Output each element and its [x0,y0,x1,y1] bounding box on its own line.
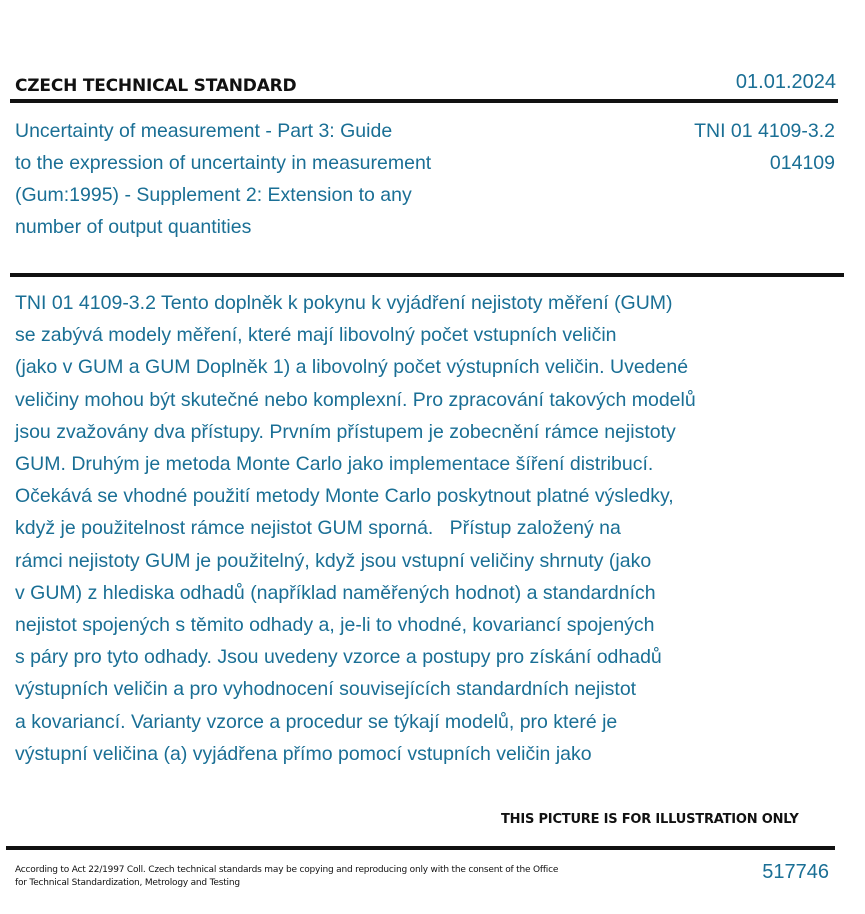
title-divider [10,273,844,277]
abstract-line: výstupní veličina (a) vyjádřena přímo pomocí vstupních veličin jako [15,742,592,765]
abstract-line: Očekává se vhodné použití metody Monte Carlo poskytnout platné výsledky, [15,485,674,508]
document-codes [694,115,835,179]
abstract-line: GUM. Druhým je metoda Monte Carlo jako implementace šíření distribucí. [15,453,654,476]
abstract-line: (jako v GUM a GUM Doplněk 1) a libovolný počet výstupních veličin. Uvedené [15,356,689,379]
standard-designation: TNI 01 4109-3.2 [694,120,835,142]
abstract-line: se zabývá modely měření, které mají libovolný počet vstupních veličin [15,324,617,347]
header-divider [10,99,838,103]
abstract-line: rámci nejistoty GUM je použitelný, když jsou vstupní veličiny shrnuty (jako [15,549,652,572]
abstract-line: s páry pro tyto odhady. Jsou uvedeny vzorce a postupy pro získání odhadů [15,646,662,669]
footer-divider [6,846,835,850]
legal-notice [15,864,595,890]
title-line: to the expression of uncertainty in measurement [15,152,432,174]
title-line: (Gum:1995) - Supplement 2: Extension to any [15,184,412,206]
legal-line: According to Act 22/1997 Coll. Czech technical standards may be copying and reproducing only with the consent of the Office [15,865,559,875]
standard-type-label: CZECH TECHNICAL STANDARD [15,76,297,96]
title-line: Uncertainty of measurement - Part 3: Guide [15,120,393,142]
abstract-line: a kovariancí. Varianty vzorce a procedur se týkají modelů, pro které je [15,710,618,733]
publication-date: 01.01.2024 [735,71,836,93]
document-number: 517746 [762,861,829,883]
abstract-line: když je použitelnost rámce nejistot GUM sporná. Přístup založený na [15,517,621,540]
abstract-line: veličiny mohou být skutečné nebo komplexní. Pro zpracování takových modelů [15,388,696,411]
abstract-line: výstupních veličin a pro vyhodnocení souvisejících standardních nejistot [15,678,637,701]
abstract-line: jsou zvažovány dva přístupy. Prvním přístupem je zobecnění rámce nejistoty [15,420,676,443]
illustration-disclaimer: THIS PICTURE IS FOR ILLUSTRATION ONLY [501,812,799,827]
document-title [15,115,485,243]
abstract-line: nejistot spojených s těmito odhady a, je-li to vhodné, kovariancí spojených [15,614,655,637]
abstract-line: v GUM) z hlediska odhadů (například naměřených hodnot) a standardních [15,581,656,604]
abstract-line: TNI 01 4109-3.2 Tento doplněk k pokynu k vyjádření nejistoty měření (GUM) [15,292,673,314]
abstract-text [15,287,805,770]
classification-code: 014109 [769,152,835,174]
legal-line: for Technical Standardization, Metrology and Testing [15,878,240,888]
title-line: number of output quantities [15,216,252,238]
